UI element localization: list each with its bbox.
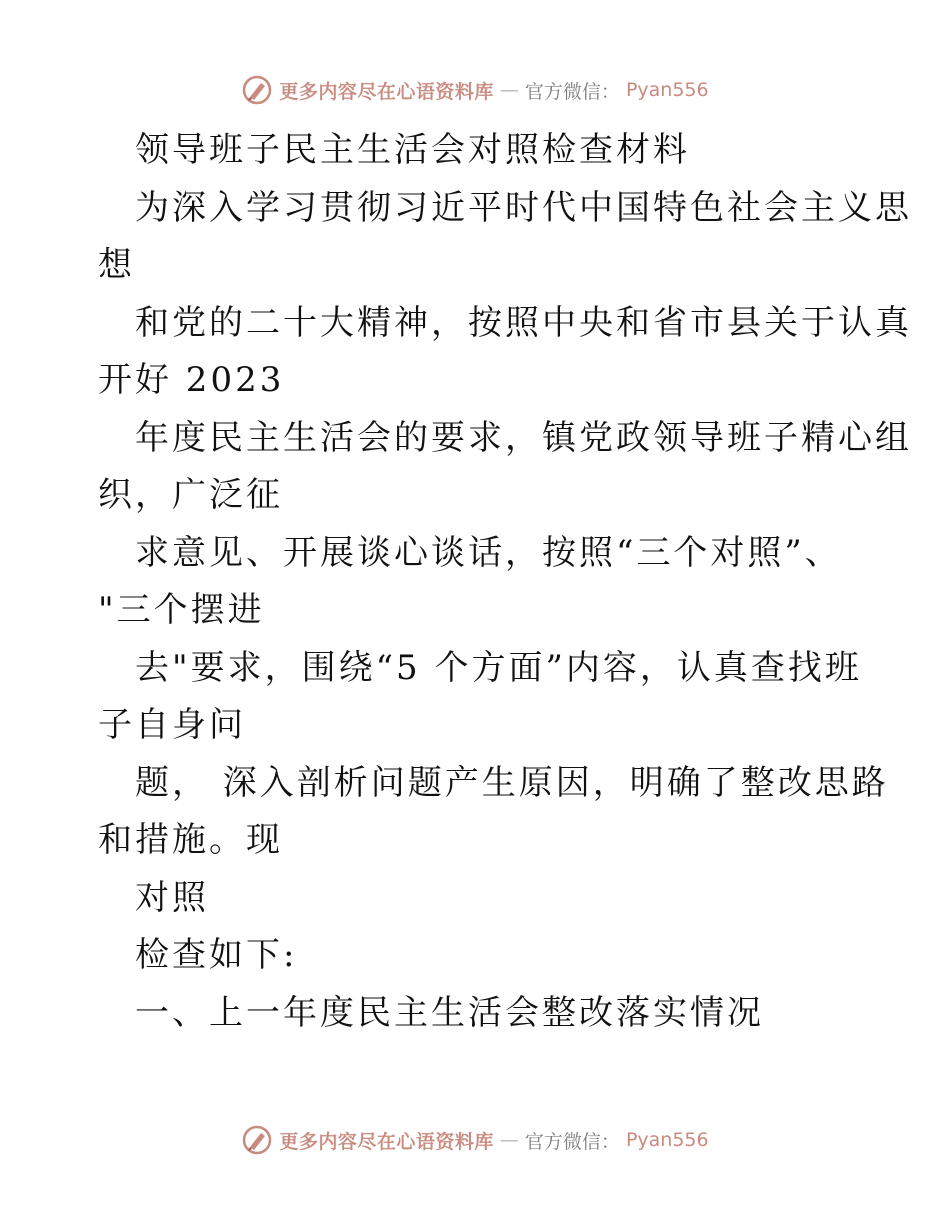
watermark-label: 官方微信： <box>524 1130 620 1153</box>
watermark-text: 更多内容尽在心语资料库 <box>279 80 494 103</box>
watermark-id: Pyan556 <box>625 79 709 101</box>
paragraph-line: 求意见、开展谈心谈话，按照“三个对照”、 <box>135 532 842 573</box>
paragraph-line: 和党的二十大精神，按照中央和省市县关于认真 <box>135 302 912 343</box>
watermark-label: 官方微信： <box>524 80 620 103</box>
paragraph-line: 检查如下: <box>135 935 298 975</box>
pen-logo-icon <box>241 1124 273 1156</box>
paragraph-line: 去"要求，围绕“5 个方面”内容，认真查找班 <box>135 647 862 688</box>
paragraph-line: 和措施。现 <box>98 820 283 860</box>
paragraph-line: "三个摆进 <box>98 590 265 630</box>
header-watermark <box>0 74 950 106</box>
paragraph-line: 年度民主生活会的要求，镇党政领导班子精心组 <box>135 417 912 458</box>
document-title: 领导班子民主生活会对照检查材料 <box>135 130 690 170</box>
watermark-id: Pyan556 <box>625 1129 709 1151</box>
watermark-dash: — <box>499 1129 519 1151</box>
section-heading: 一、上一年度民主生活会整改落实情况 <box>135 992 764 1033</box>
watermark-dash: — <box>499 79 519 101</box>
paragraph-line: 对照 <box>135 877 209 918</box>
paragraph-line: 子自身问 <box>98 705 246 745</box>
paragraph-line: 题， 深入剖析问题产生原因，明确了整改思路 <box>135 762 889 803</box>
document-body <box>98 122 912 1042</box>
paragraph-line: 织，广泛征 <box>98 475 283 515</box>
paragraph-line: 为深入学习贯彻习近平时代中国特色社会主义思 <box>135 187 912 228</box>
footer-watermark <box>0 1124 950 1156</box>
pen-logo-icon <box>241 74 273 106</box>
paragraph-line: 开好 2023 <box>98 360 285 400</box>
paragraph-line: 想 <box>98 245 135 285</box>
watermark-text: 更多内容尽在心语资料库 <box>279 1130 494 1153</box>
